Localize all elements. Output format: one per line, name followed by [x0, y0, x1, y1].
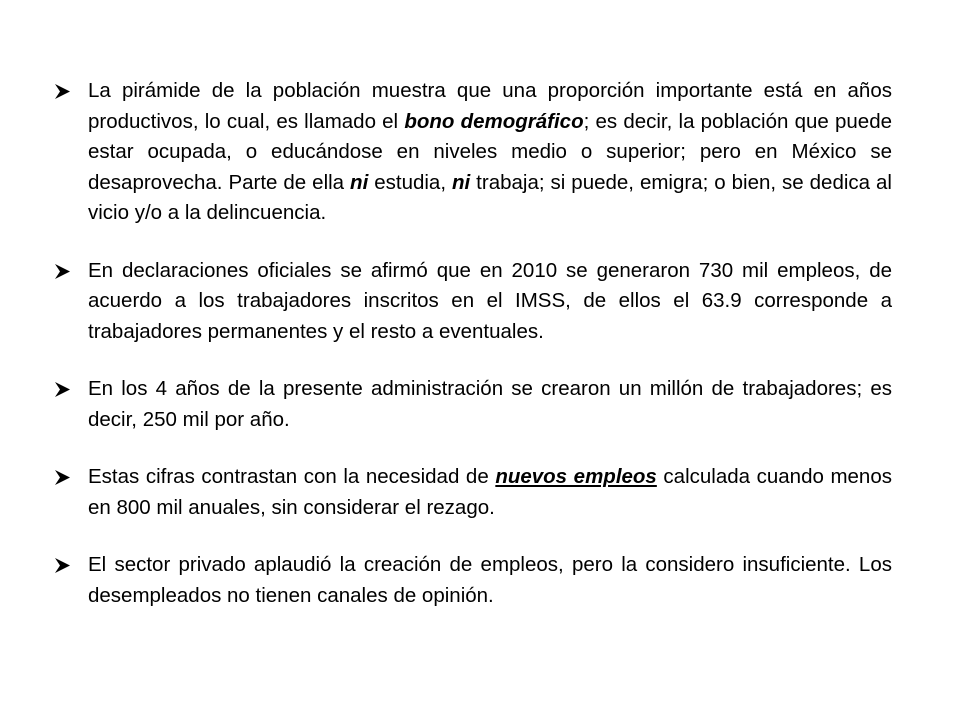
- text-segment: El sector privado aplaudió la creación de empleos, pero la considero insuficiente. Los desempleados no tienen canales de opinión.: [88, 553, 892, 607]
- emphasis-text: nuevos empleos: [495, 465, 657, 488]
- text-segment: calculada cuando menos en 800 mil anuales, sin considerar el rezago.: [88, 465, 892, 519]
- bullet-text: [88, 377, 892, 431]
- bullet-list: [54, 76, 892, 611]
- arrow-bullet-icon: [54, 381, 71, 398]
- emphasis-text: ni: [452, 170, 471, 194]
- bullet-text: [88, 79, 892, 224]
- bullet-text: [88, 259, 892, 343]
- arrow-bullet-icon: [54, 83, 71, 100]
- bullet-item: [54, 256, 892, 348]
- text-segment: La pirámide de la población muestra que una proporción importante está en años productivos, lo cual, es llamado el: [88, 79, 892, 133]
- bullet-item: [54, 550, 892, 611]
- text-segment: En los 4 años de la presente administración se crearon un millón de trabajadores; es decir, 250 mil por año.: [88, 377, 892, 431]
- bullet-item: [54, 374, 892, 435]
- emphasis-text: bono demográfico: [404, 109, 584, 133]
- arrow-bullet-icon: [54, 469, 71, 486]
- bullet-item: [54, 76, 892, 229]
- text-segment: estudia,: [368, 170, 452, 194]
- emphasis-text: ni: [350, 170, 369, 194]
- arrow-bullet-icon: [54, 557, 71, 574]
- bullet-text: [88, 553, 892, 607]
- text-segment: En declaraciones oficiales se afirmó que en 2010 se generaron 730 mil empleos, de acuerdo a los trabajadores inscritos en el IMSS, de ellos el 63.9 corresponde a trabajadores permanentes y el resto a eventuales.: [88, 258, 892, 343]
- bullet-text: [88, 465, 892, 519]
- text-segment: Estas cifras contrastan con la necesidad de: [88, 465, 496, 488]
- text-segment: ; es decir, la población que puede estar ocupada, o educándose en niveles medio o superior; pero en México se desaprovecha. Parte de ella: [88, 109, 892, 194]
- arrow-bullet-icon: [54, 263, 71, 280]
- text-segment: trabaja; si puede, emigra; o bien, se dedica al vicio y/o a la delincuencia.: [88, 170, 892, 224]
- bullet-item: [54, 462, 892, 523]
